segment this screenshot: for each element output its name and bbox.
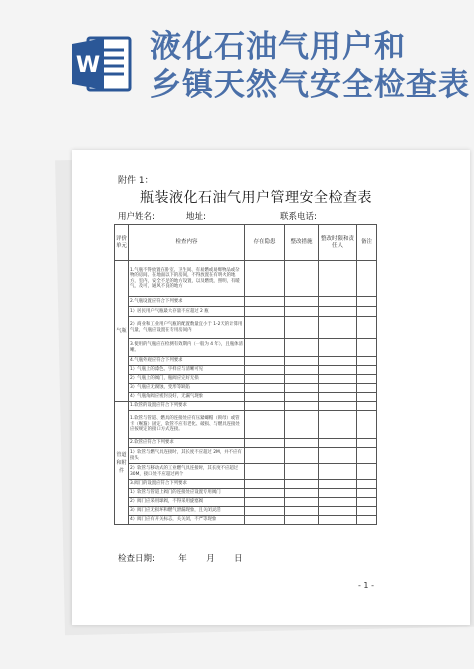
category-cell: 管道和附件 — [115, 402, 129, 525]
table-row — [115, 307, 377, 317]
check-item: 3）阀门应无损坏和燃气泄漏现象，且关闭灵活 — [129, 507, 245, 516]
header-content: 检查内容 — [129, 225, 245, 261]
cover-banner — [0, 0, 474, 150]
check-date-label: 检查日期: — [118, 554, 155, 564]
check-item: 2）商业和工业用户气瓶的配置数量宜小于 1-2天的计算用气量，气瓶应设置在专用房间内 — [129, 317, 245, 339]
inspection-table — [114, 224, 377, 525]
check-item: 1.软管的设置应符合下列要求 — [129, 402, 245, 411]
table-row — [115, 339, 377, 357]
check-item: 4.气瓶外观应符合下列要求 — [129, 357, 245, 366]
page-number: - 1 - — [358, 581, 374, 590]
check-item: 4）气瓶角阀应密封良好，无漏气现象 — [129, 393, 245, 402]
table-row — [115, 402, 377, 411]
year-label: 年 — [178, 554, 187, 564]
table-row — [115, 366, 377, 375]
check-item: 1）软管与燃气具连接时，其长度不应超过 2M，并不应有接头 — [129, 448, 245, 464]
user-name-label: 用户姓名: — [118, 212, 155, 222]
table-row — [115, 317, 377, 339]
table-row — [115, 384, 377, 393]
word-icon — [70, 32, 134, 96]
table-row — [115, 507, 377, 516]
check-item: 1）软管与管道上阀门的连接处应设置专用阀门 — [129, 489, 245, 498]
table-row — [115, 261, 377, 297]
check-item: 2.气瓶设置应符合下列要求 — [129, 297, 245, 307]
table-header-row — [115, 225, 377, 261]
banner-title-line1: 液化石油气用户和 — [150, 29, 406, 65]
phone-label: 联系电话: — [280, 212, 317, 222]
check-item: 3.阀门的设置应符合下列要求 — [129, 480, 245, 489]
banner-title — [150, 28, 470, 104]
check-item: 1）居民用户气瓶最大存量不应超过 2 瓶 — [129, 307, 245, 317]
banner-title-line2: 乡镇天然气安全检查表 — [150, 67, 470, 103]
header-remarks: 备注 — [357, 225, 377, 261]
check-item: 1）气瓶上的漆色、字样应与清晰可见 — [129, 366, 245, 375]
check-item: 3.使用的气瓶应在检测有效期内（一般为 4 年），且瓶体清晰。 — [129, 339, 245, 357]
check-item: 2）气瓶上的阀门，瓶阀应完好无损 — [129, 375, 245, 384]
header-hazard: 存在隐患 — [245, 225, 285, 261]
header-unit: 评价单元 — [115, 225, 129, 261]
check-date-line — [118, 552, 243, 564]
table-row — [115, 489, 377, 498]
check-item: 2）阀门应采用球阀，不得采用旋塞阀 — [129, 498, 245, 507]
day-label: 日 — [234, 554, 243, 564]
header-measures: 整改措施 — [285, 225, 319, 261]
word-icon-letter: W — [75, 53, 101, 78]
document-title: 瓶装液化石油气用户管理安全检查表 — [140, 190, 372, 206]
table-row — [115, 411, 377, 439]
table-row — [115, 357, 377, 366]
month-label: 月 — [206, 554, 215, 564]
appendix-label: 附件 1： — [118, 176, 154, 186]
table-row — [115, 480, 377, 489]
check-item: 3）气瓶应无腐蚀，变形等缺陷 — [129, 384, 245, 393]
table-row — [115, 498, 377, 507]
address-label: 地址: — [186, 212, 206, 222]
table-row — [115, 464, 377, 480]
table-row — [115, 375, 377, 384]
category-cell: 气瓶 — [115, 261, 129, 402]
check-item: 2）软管与移动式的工业燃气具连接时，其长度不应超过 30M，接口处不应超过两个 — [129, 464, 245, 480]
table-row — [115, 516, 377, 525]
header-deadline: 整改时限和责任人 — [319, 225, 357, 261]
check-item: 2.软管应符合下列要求 — [129, 439, 245, 448]
table-row — [115, 448, 377, 464]
table-row — [115, 393, 377, 402]
table-row — [115, 297, 377, 307]
check-item: 4）阀门应有开关标志，关关闭，不严等现象 — [129, 516, 245, 525]
table-row — [115, 439, 377, 448]
check-item: 1.软管与管道、燃具的连接处应有压紧螺帽（锁母）或管卡（喉箍）固定，软管不应有老化、破损、与燃具连接处应按规定的接口方式连接。 — [129, 411, 245, 439]
check-item: 1.气瓶不得放置在卧室、卫生间、有易燃或易爆物品或杂物的房间、在地面以下的房间，不得放置在有明火的地方，室内，安全不足的地方设置，以及燃烧，照明，有暖气，及可，通风不良的地方 — [129, 261, 245, 297]
